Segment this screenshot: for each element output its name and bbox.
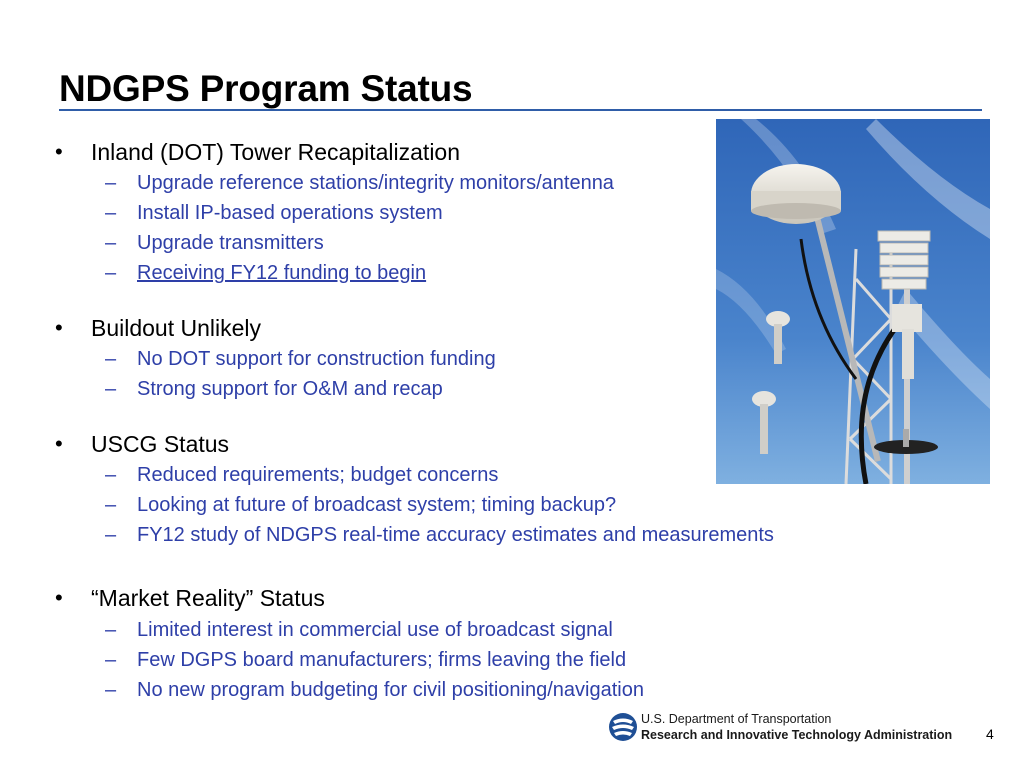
dash-marker: – xyxy=(105,262,117,284)
sub-item xyxy=(105,678,644,702)
bullet-marker: • xyxy=(55,585,63,610)
sub-item xyxy=(105,463,498,487)
sub-item xyxy=(105,377,443,401)
sub-item xyxy=(105,347,496,371)
sub-item-text: Install IP-based operations system xyxy=(137,202,443,224)
sub-item xyxy=(105,231,324,255)
funding-link[interactable]: Receiving FY12 funding to begin xyxy=(137,262,427,284)
bullet-marker: • xyxy=(55,431,63,456)
dash-marker: – xyxy=(105,619,117,641)
sub-item-text: Reduced requirements; budget concerns xyxy=(137,464,499,486)
sub-item xyxy=(105,261,426,285)
dash-marker: – xyxy=(105,202,117,224)
dash-marker: – xyxy=(105,378,117,400)
sub-item-text: Few DGPS board manufacturers; firms leaving the field xyxy=(137,649,627,671)
sub-item xyxy=(105,201,443,225)
dash-marker: – xyxy=(105,172,117,194)
sub-item xyxy=(105,493,616,517)
dot-logo-icon xyxy=(608,712,638,742)
bullet-marker: • xyxy=(55,315,63,340)
sub-item xyxy=(105,648,626,672)
dash-marker: – xyxy=(105,494,117,516)
page-number: 4 xyxy=(986,726,994,742)
antenna-tower-photo xyxy=(716,119,990,484)
sub-item xyxy=(105,171,614,195)
bullet-heading: Inland (DOT) Tower Recapitalization xyxy=(91,139,461,165)
footer-administration: Research and Innovative Technology Administration xyxy=(641,728,953,742)
footer-department: U.S. Department of Transportation xyxy=(641,712,832,726)
dash-marker: – xyxy=(105,464,117,486)
sub-item-text: No new program budgeting for civil positioning/navigation xyxy=(137,679,644,701)
bullet-heading: USCG Status xyxy=(91,431,230,457)
sub-item-text: Looking at future of broadcast system; timing backup? xyxy=(137,494,617,516)
sub-item-text: Limited interest in commercial use of broadcast signal xyxy=(137,619,613,641)
bullet-marker: • xyxy=(55,139,63,164)
sub-item-text: Strong support for O&M and recap xyxy=(137,378,443,400)
sub-item-text: Upgrade transmitters xyxy=(137,232,324,254)
dash-marker: – xyxy=(105,524,117,546)
sub-item xyxy=(105,523,774,547)
dash-marker: – xyxy=(105,649,117,671)
slide-title: NDGPS Program Status xyxy=(59,68,473,109)
sub-item-text: FY12 study of NDGPS real-time accuracy estimates and measurements xyxy=(137,524,774,546)
dash-marker: – xyxy=(105,232,117,254)
dash-marker: – xyxy=(105,348,117,370)
bullet-heading: “Market Reality” Status xyxy=(91,585,325,611)
sub-item xyxy=(105,618,613,642)
dash-marker: – xyxy=(105,679,117,701)
sub-item-text: No DOT support for construction funding xyxy=(137,348,496,370)
bullet-heading: Buildout Unlikely xyxy=(91,315,262,341)
sub-item-text: Upgrade reference stations/integrity monitors/antenna xyxy=(137,172,614,194)
